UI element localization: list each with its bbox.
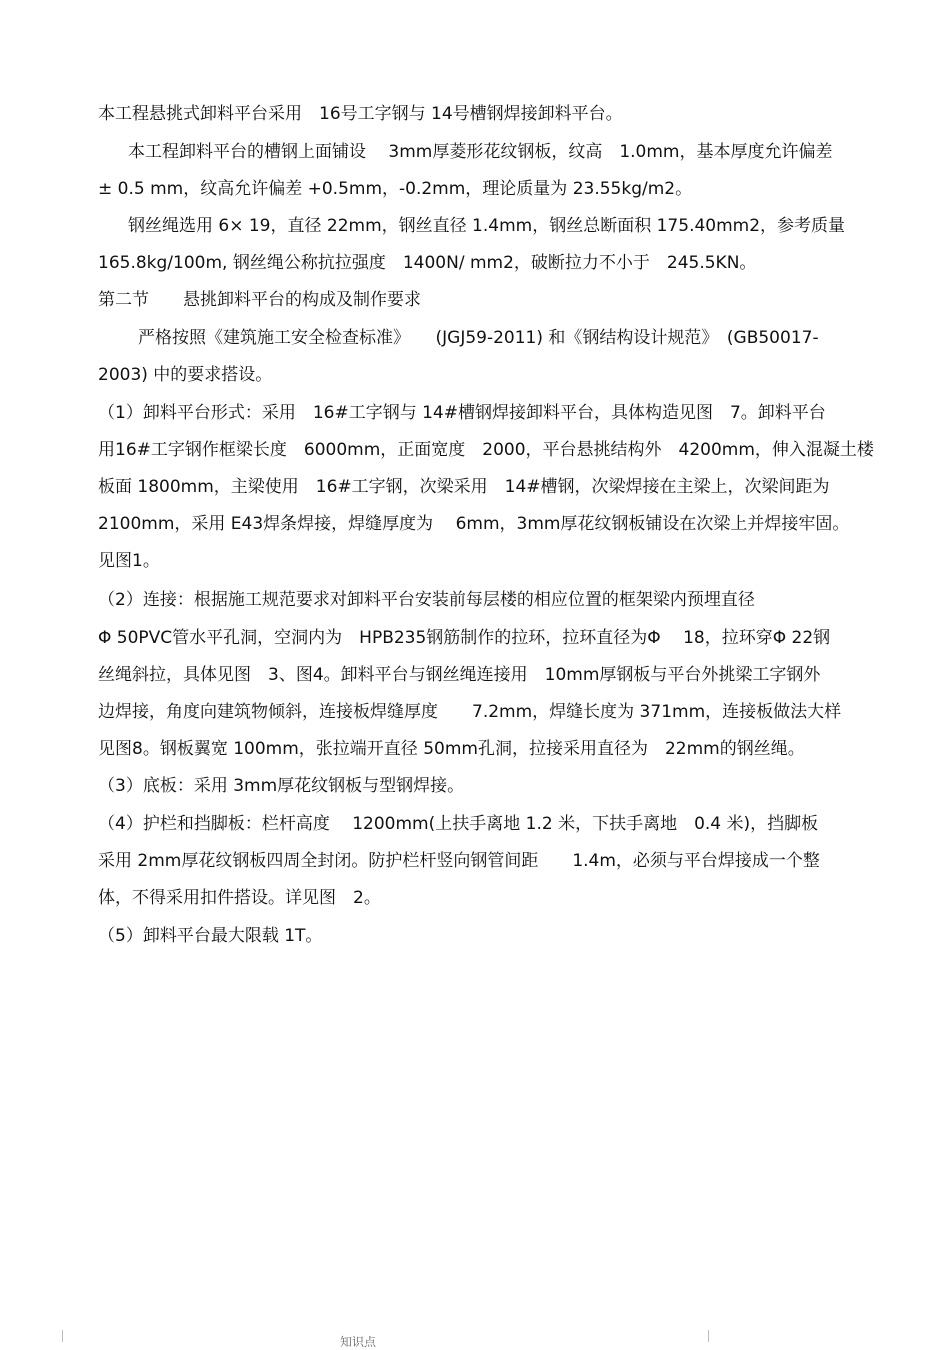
- footer-divider: [708, 1330, 709, 1342]
- paragraph-line: （3）底板：采用 3mm厚花纹钢板与型钢焊接。: [98, 776, 465, 796]
- paragraph-line: 用16#工字钢作框梁长度 6000mm，正面宽度 2000，平台悬挑结构外 4200mm，伸入混凝土楼: [98, 440, 874, 460]
- paragraph-line: 2003) 中的要求搭设。: [98, 365, 273, 385]
- paragraph-line: 见图8。钢板翼宽 100mm，张拉端开直径 50mm孔洞，拉接采用直径为 22mm的钢丝绳。: [98, 739, 805, 759]
- paragraph-line: 本工程卸料平台的槽钢上面铺设 3mm厚菱形花纹钢板，纹高 1.0mm，基本厚度允许偏差: [128, 142, 833, 162]
- paragraph-line: 采用 2mm厚花纹钢板四周全封闭。防护栏杆竖向钢管间距 1.4m，必须与平台焊接成一个整: [98, 851, 820, 871]
- paragraph-line: 丝绳斜拉，具体见图 3、图4。卸料平台与钢丝绳连接用 10mm厚钢板与平台外挑梁工字钢外: [98, 665, 821, 685]
- paragraph-line: 严格按照《建筑施工安全检查标准》 (JGJ59-2011) 和《钢结构设计规范》 (GB50017-: [138, 328, 819, 348]
- paragraph-line: （4）护栏和挡脚板：栏杆高度 1200mm(上扶手离地 1.2 米，下扶手离地 0.4 米)，挡脚板: [98, 814, 819, 834]
- paragraph-line: 钢丝绳选用 6× 19，直径 22mm，钢丝直径 1.4mm，钢丝总断面积 175.40mm2，参考质量: [128, 216, 846, 236]
- paragraph-line: 见图1。: [98, 551, 160, 571]
- paragraph-line: （2）连接：根据施工规范要求对卸料平台安装前每层楼的相应位置的框架梁内预埋直径: [98, 590, 755, 610]
- paragraph-line: Φ 50PVC管水平孔洞，空洞内为 HPB235钢筋制作的拉环，拉环直径为Φ 18，拉环穿Φ 22钢: [98, 628, 831, 648]
- paragraph-line: （1）卸料平台形式：采用 16#工字钢与 14#槽钢焊接卸料平台，具体构造见图 7。卸料平台: [98, 403, 826, 423]
- paragraph-line: 板面 1800mm，主梁使用 16#工字钢，次梁采用 14#槽钢，次梁焊接在主梁上，次梁间距为: [98, 477, 830, 497]
- section-heading: 第二节 悬挑卸料平台的构成及制作要求: [98, 290, 421, 310]
- paragraph-line: ± 0.5 mm，纹高允许偏差 +0.5mm，-0.2mm，理论质量为 23.55kg/m2。: [98, 179, 693, 199]
- paragraph-line: 165.8kg/100m, 钢丝绳公称抗拉强度 1400N/ mm2，破断拉力不小于 245.5KN。: [98, 253, 757, 273]
- paragraph-line: （5）卸料平台最大限载 1T。: [98, 926, 323, 946]
- paragraph-line: 2100mm，采用 E43焊条焊接，焊缝厚度为 6mm，3mm厚花纹钢板铺设在次梁上并焊接牢固。: [98, 514, 850, 534]
- paragraph-line: 边焊接，角度向建筑物倾斜，连接板焊缝厚度 7.2mm，焊缝长度为 371mm，连接板做法大样: [98, 702, 842, 722]
- footer-text: 知识点: [340, 1335, 377, 1349]
- paragraph-line: 体，不得采用扣件搭设。详见图 2。: [98, 888, 381, 908]
- paragraph-line: 本工程悬挑式卸料平台采用 16号工字钢与 14号槽钢焊接卸料平台。: [98, 104, 623, 124]
- footer-divider: [62, 1330, 63, 1342]
